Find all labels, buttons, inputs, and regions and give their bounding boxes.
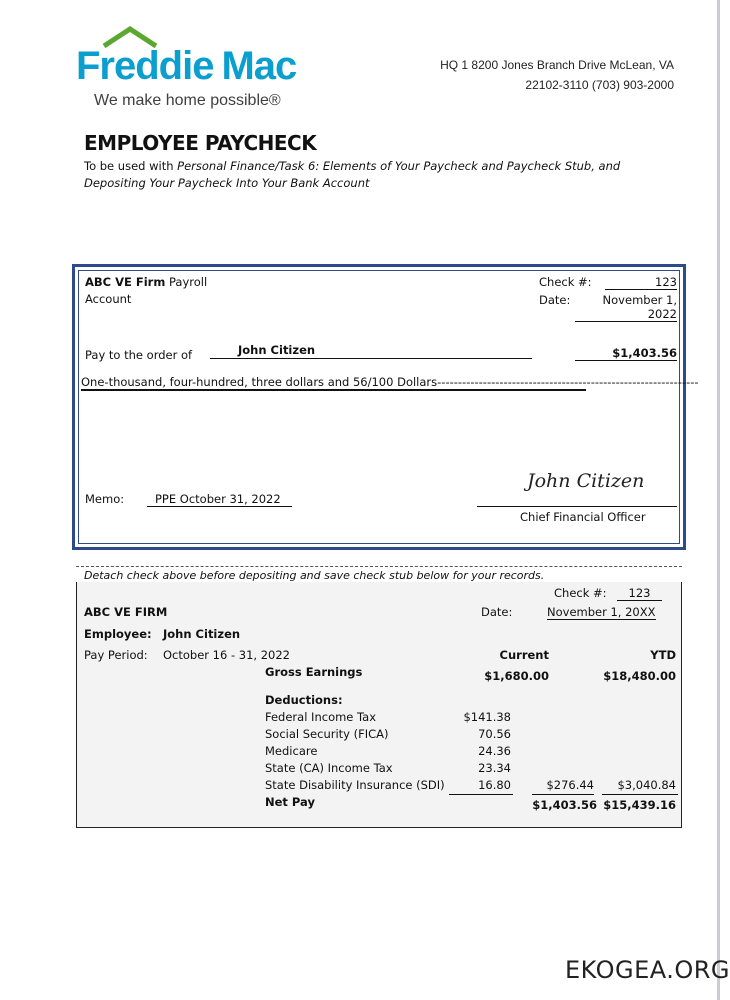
paycheck: [72, 264, 699, 550]
payer-firm: ABC VE Firm: [85, 275, 166, 289]
net-pay-ytd: $15,439.16: [603, 798, 676, 812]
deduction-amount: $141.38: [463, 710, 511, 724]
memo-value: PPE October 31, 2022: [147, 492, 292, 507]
subtitle-task-reference: Personal Finance/Task 6: Elements of Your Paycheck and Paycheck Stub, and Depositing Your Paycheck Into Your Bank Account: [84, 159, 621, 190]
ytd-column-header: YTD: [650, 648, 676, 662]
payer-account: Account: [85, 292, 132, 306]
check-amount: $1,403.56: [575, 346, 677, 361]
company-address: [440, 55, 674, 95]
deduction-label: Medicare: [265, 744, 318, 758]
ytd-underline: [602, 794, 678, 795]
net-pay-current: $1,403.56: [532, 798, 597, 812]
paycheck-stub: [76, 582, 682, 828]
stub-check-number-label: Check #:: [554, 586, 607, 600]
pay-period: October 16 - 31, 2022: [163, 648, 290, 662]
deduction-label: State (CA) Income Tax: [265, 761, 393, 775]
current-column-header: Current: [499, 648, 549, 662]
deduction-amount: 70.56: [478, 727, 511, 741]
deduction-amount: 24.36: [478, 744, 511, 758]
signature-line: [477, 506, 677, 507]
check-number-value: 123: [655, 275, 677, 289]
page-subtitle: [84, 158, 674, 192]
subtitle-prefix: To be used with: [84, 159, 178, 173]
deduction-label: Social Security (FICA): [265, 727, 389, 741]
deduction-label: Federal Income Tax: [265, 710, 377, 724]
check-number: [605, 275, 677, 290]
deduction-amount: 16.80: [478, 778, 511, 792]
page-title: EMPLOYEE PAYCHECK: [84, 131, 317, 155]
pay-period-label: Pay Period:: [84, 648, 148, 662]
signer-title: Chief Financial Officer: [520, 510, 646, 524]
amount-words-fill: ---------------------------------------------------------------: [437, 375, 699, 389]
current-underline: [532, 794, 594, 795]
net-pay-label: Net Pay: [265, 795, 315, 809]
employee-label: Employee:: [84, 627, 152, 641]
payer-name: [85, 275, 207, 289]
amount-words: One-thousand, four-hundred, three dollars and 56/100 Dollars: [81, 375, 438, 389]
page-edge: [717, 0, 720, 1000]
pay-to-label: Pay to the order of: [85, 348, 193, 362]
deductions-underline: [449, 794, 513, 795]
deduction-amount: 23.34: [478, 761, 511, 775]
deductions-label: Deductions:: [265, 693, 343, 707]
gross-ytd: $18,480.00: [603, 669, 676, 683]
check-date-label: Date:: [539, 293, 571, 307]
check-date: November 1, 2022: [575, 293, 677, 322]
stub-date-label: Date:: [481, 605, 513, 619]
employee-name: John Citizen: [163, 627, 241, 641]
detach-instructions: Detach check above before depositing and save check stub below for your records.: [84, 569, 545, 582]
payer-payroll: Payroll: [165, 275, 208, 289]
deductions-total-ytd: $3,040.84: [617, 778, 676, 792]
logo-tagline: We make home possible®: [94, 92, 281, 109]
gross-current: $1,680.00: [484, 669, 549, 683]
deduction-label: State Disability Insurance (SDI): [265, 778, 445, 792]
deductions-total-current: $276.44: [546, 778, 594, 792]
stub-check-number: 123: [617, 586, 662, 601]
memo-label: Memo:: [85, 492, 125, 506]
address-line-1: HQ 1 8200 Jones Branch Drive McLean, VA: [440, 58, 674, 72]
watermark: EKOGEA.ORG: [565, 956, 730, 984]
address-line-2: 22102-3110 (703) 903-2000: [525, 78, 674, 92]
detach-divider: [76, 566, 682, 567]
signature: John Citizen: [527, 470, 645, 492]
gross-earnings-label: Gross Earnings: [265, 665, 363, 679]
stub-firm: ABC VE FIRM: [84, 605, 168, 619]
payee-line: [210, 343, 532, 359]
check-number-label: Check #:: [539, 275, 592, 289]
stub-date: November 1, 20XX: [547, 605, 656, 619]
logo-word-mac: Mac: [221, 44, 297, 88]
amount-in-words: [81, 375, 699, 391]
logo-word-freddie: Freddie: [76, 44, 214, 88]
payee-name: John Citizen: [238, 343, 316, 357]
company-logo: [76, 44, 296, 89]
